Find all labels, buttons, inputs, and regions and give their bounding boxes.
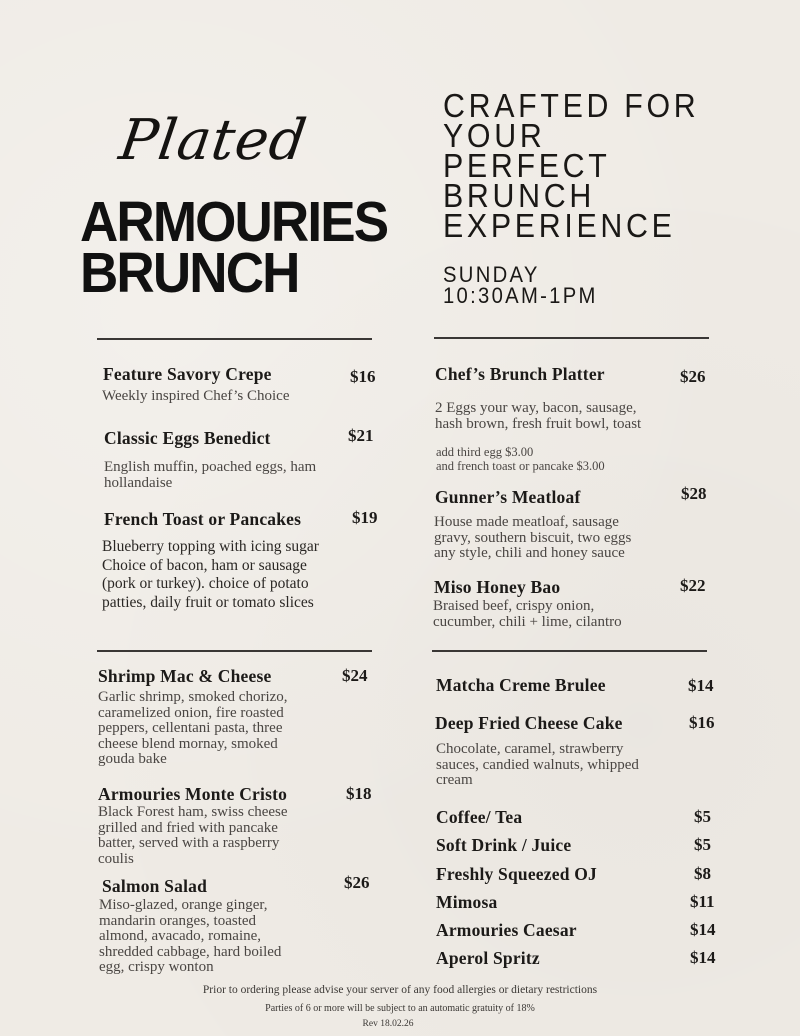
drink-price: $14: [690, 920, 716, 939]
restaurant-title-line1: ARMOURIES: [80, 190, 388, 254]
menu-item-price: $16: [350, 367, 376, 386]
menu-item-price: $18: [346, 784, 372, 803]
menu-item-price: $26: [680, 367, 706, 386]
menu-item-description: Braised beef, crispy onion, cucumber, chili + lime, cilantro: [433, 598, 622, 630]
drink-price: $8: [694, 864, 711, 883]
menu-item-price: $14: [688, 676, 714, 695]
menu-item-price: $24: [342, 666, 368, 685]
menu-item-description: Chocolate, caramel, strawberry sauces, candied walnuts, whipped cream: [436, 741, 639, 788]
menu-item-name: Armouries Monte Cristo: [98, 784, 288, 804]
menu-item-price: $21: [348, 426, 374, 445]
service-hours: 10:30AM-1PM: [443, 283, 598, 308]
drink-name: Mimosa: [436, 892, 498, 912]
menu-item-name: Deep Fried Cheese Cake: [435, 713, 623, 733]
allergy-notice: Prior to ordering please advise your server of any food allergies or dietary restrictions: [202, 984, 598, 996]
divider-line: [97, 338, 372, 340]
tagline-line: CRAFTED FOR: [443, 87, 700, 124]
tagline-line: YOUR: [443, 117, 546, 154]
menu-item-price: $19: [352, 508, 378, 527]
menu-item-price: $16: [689, 713, 715, 732]
service-day: SUNDAY: [443, 262, 540, 287]
drink-name: Freshly Squeezed OJ: [436, 864, 597, 884]
menu-item-name: Matcha Creme Brulee: [436, 675, 606, 695]
menu-item-name: Chef’s Brunch Platter: [435, 364, 605, 384]
drink-name: Coffee/ Tea: [436, 807, 523, 827]
drink-price: $5: [694, 807, 711, 826]
menu-item-description: Black Forest ham, swiss cheese grilled and fried with pancake batter, served with a raspberry coulis: [98, 804, 288, 867]
menu-item-name: Shrimp Mac & Cheese: [98, 666, 272, 686]
menu-item-description: English muffin, poached eggs, ham hollandaise: [104, 459, 317, 491]
menu-item-addons: add third egg $3.00 and french toast or pancake $3.00: [436, 445, 605, 473]
drink-price: $5: [694, 835, 711, 854]
menu-item-price: $22: [680, 576, 706, 595]
restaurant-title-line2: BRUNCH: [80, 241, 299, 305]
drink-price: $14: [690, 948, 716, 967]
gratuity-notice: Parties of 6 or more will be subject to an automatic gratuity of 18%: [265, 1003, 535, 1014]
menu-item-name: Classic Eggs Benedict: [104, 428, 271, 448]
divider-line: [434, 337, 709, 339]
tagline-line: PERFECT: [443, 147, 611, 184]
menu-item-name: Salmon Salad: [102, 876, 208, 896]
menu-item-description: Garlic shrimp, smoked chorizo, caramelized onion, fire roasted peppers, cellentani pasta, three cheese blend mornay, smoked gouda bake: [98, 689, 288, 767]
tagline-line: BRUNCH: [443, 177, 595, 214]
menu-item-name: Miso Honey Bao: [434, 577, 561, 597]
menu-item-price: $28: [681, 484, 707, 503]
script-title: Plated: [115, 108, 312, 173]
menu-item-name: French Toast or Pancakes: [104, 509, 302, 529]
divider-line: [97, 650, 372, 652]
menu-item-price: $26: [344, 873, 370, 892]
menu-item-name: Feature Savory Crepe: [103, 364, 272, 384]
menu-item-description: Miso-glazed, orange ginger, mandarin oranges, toasted almond, avacado, romaine, shredded cabbage, hard boiled egg, crispy wonton: [99, 897, 282, 975]
drink-name: Soft Drink / Juice: [436, 835, 572, 855]
menu-item-description: Blueberry topping with icing sugar Choice of bacon, ham or sausage (pork or turkey). choice of potato patties, daily fruit or tomato slices: [102, 538, 319, 611]
menu-item-description: Weekly inspired Chef’s Choice: [102, 388, 290, 404]
menu-item-name: Gunner’s Meatloaf: [435, 487, 581, 507]
drink-name: Aperol Spritz: [436, 948, 540, 968]
divider-line: [432, 650, 707, 652]
revision-label: Rev 18.02.26: [362, 1019, 414, 1029]
drink-price: $11: [690, 892, 715, 911]
tagline-line: EXPERIENCE: [443, 207, 676, 244]
drink-name: Armouries Caesar: [436, 920, 577, 940]
menu-item-description: House made meatloaf, sausage gravy, southern biscuit, two eggs any style, chili and honey sauce: [434, 514, 632, 561]
menu-item-description: 2 Eggs your way, bacon, sausage, hash brown, fresh fruit bowl, toast: [435, 400, 642, 432]
